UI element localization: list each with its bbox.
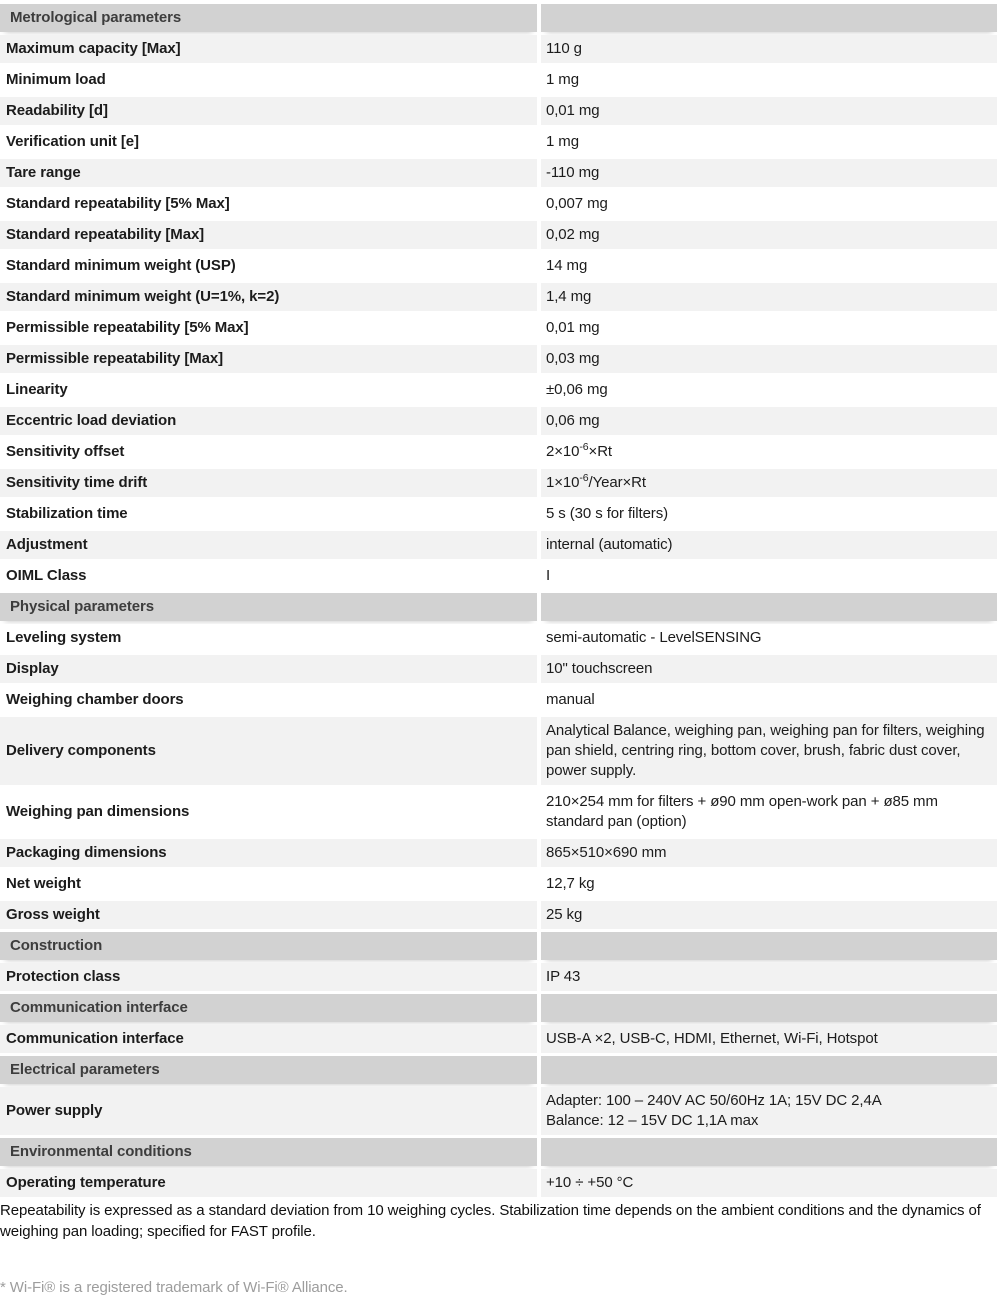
spec-row xyxy=(0,1087,1000,1135)
spec-value-text: -110 mg xyxy=(546,164,600,181)
spec-label: Protection class xyxy=(0,963,537,991)
spec-row xyxy=(0,531,1000,559)
spec-value-text: 1,4 mg xyxy=(546,288,592,305)
spec-label: Standard repeatability [5% Max] xyxy=(0,190,537,218)
spec-row xyxy=(0,655,1000,683)
spec-value xyxy=(541,35,997,63)
spec-value xyxy=(541,407,997,435)
spec-row xyxy=(0,190,1000,218)
spec-value-text: 0,02 mg xyxy=(546,226,600,243)
spec-value xyxy=(541,469,997,497)
spec-row xyxy=(0,66,1000,94)
spec-value-text: Adapter: 100 – 240V AC 50/60Hz 1A; 15V DC 2,4A Balance: 12 – 15V DC 1,1A max xyxy=(546,1092,882,1129)
spec-value xyxy=(541,345,997,373)
spec-value xyxy=(541,128,997,156)
spec-row xyxy=(0,1025,1000,1053)
spec-value-text: I xyxy=(546,567,551,584)
spec-value-text: 0,06 mg xyxy=(546,412,600,429)
spec-label: Readability [d] xyxy=(0,97,537,125)
section-header-row xyxy=(0,932,1000,960)
spec-value xyxy=(541,1169,997,1197)
spec-label: Tare range xyxy=(0,159,537,187)
spec-row xyxy=(0,252,1000,280)
spec-value-text: 5 s (30 s for filters) xyxy=(546,505,668,522)
spec-value-text: 1 mg xyxy=(546,71,579,88)
spec-value xyxy=(541,159,997,187)
spec-label: Linearity xyxy=(0,376,537,404)
spec-value xyxy=(541,870,997,898)
spec-row xyxy=(0,221,1000,249)
spec-value xyxy=(541,190,997,218)
spec-row xyxy=(0,128,1000,156)
spec-value xyxy=(541,97,997,125)
section-header-row xyxy=(0,593,1000,621)
spec-value xyxy=(541,66,997,94)
spec-value xyxy=(541,839,997,867)
spec-label: Verification unit [e] xyxy=(0,128,537,156)
spec-value xyxy=(541,624,997,652)
spec-label: Packaging dimensions xyxy=(0,839,537,867)
spec-value-text: 10" touchscreen xyxy=(546,660,653,677)
section-header-spacer xyxy=(541,593,997,621)
spec-value-text: 0,01 mg xyxy=(546,102,600,119)
spec-row xyxy=(0,283,1000,311)
spec-value xyxy=(541,314,997,342)
section-title: Electrical parameters xyxy=(0,1056,537,1084)
section-header-row xyxy=(0,1056,1000,1084)
spec-label: Eccentric load deviation xyxy=(0,407,537,435)
spec-label: Maximum capacity [Max] xyxy=(0,35,537,63)
spec-value xyxy=(541,221,997,249)
spec-value-text: 110 g xyxy=(546,40,582,57)
spec-row xyxy=(0,500,1000,528)
spec-row xyxy=(0,562,1000,590)
spec-row xyxy=(0,788,1000,836)
spec-value xyxy=(541,963,997,991)
spec-value-text: 0,01 mg xyxy=(546,319,600,336)
spec-value-text: 210×254 mm for filters + ø90 mm open-work pan + ø85 mm standard pan (option) xyxy=(546,793,938,830)
spec-row xyxy=(0,686,1000,714)
section-header-spacer xyxy=(541,994,997,1022)
spec-label: Net weight xyxy=(0,870,537,898)
spec-label: Sensitivity time drift xyxy=(0,469,537,497)
spec-label: Standard minimum weight (U=1%, k=2) xyxy=(0,283,537,311)
section-title: Construction xyxy=(0,932,537,960)
spec-label: Standard minimum weight (USP) xyxy=(0,252,537,280)
wifi-trademark-note: * Wi-Fi® is a registered trademark of Wi-Fi® Alliance. xyxy=(0,1279,348,1296)
spec-value-text: IP 43 xyxy=(546,968,581,985)
spec-label: OIML Class xyxy=(0,562,537,590)
spec-value-text: 0,03 mg xyxy=(546,350,600,367)
spec-value xyxy=(541,901,997,929)
section-header-row xyxy=(0,994,1000,1022)
spec-value xyxy=(541,655,997,683)
spec-value xyxy=(541,562,997,590)
spec-value-text: 865×510×690 mm xyxy=(546,844,667,861)
spec-value-text: semi-automatic - LevelSENSING xyxy=(546,629,762,646)
spec-label: Standard repeatability [Max] xyxy=(0,221,537,249)
spec-value-text: Analytical Balance, weighing pan, weighing pan for filters, weighing pan shield, centring ring, bottom cover, brush, fabric dust cover, power supply. xyxy=(546,722,985,779)
spec-value xyxy=(541,252,997,280)
spec-row xyxy=(0,314,1000,342)
spec-row xyxy=(0,870,1000,898)
spec-row xyxy=(0,97,1000,125)
spec-value-text: $2\times 10^{-6}\times Rt$ xyxy=(546,441,612,460)
spec-label: Delivery components xyxy=(0,717,537,785)
spec-value-text: 0,007 mg xyxy=(546,195,608,212)
section-title: Physical parameters xyxy=(0,593,537,621)
spec-row xyxy=(0,839,1000,867)
spec-row xyxy=(0,376,1000,404)
spec-row xyxy=(0,1169,1000,1197)
spec-label: Stabilization time xyxy=(0,500,537,528)
spec-value-text: 1 mg xyxy=(546,133,579,150)
spec-row xyxy=(0,35,1000,63)
spec-value xyxy=(541,717,997,785)
spec-value-text: 12,7 kg xyxy=(546,875,595,892)
spec-label: Sensitivity offset xyxy=(0,438,537,466)
spec-row xyxy=(0,438,1000,466)
spec-label: Minimum load xyxy=(0,66,537,94)
spec-label: Permissible repeatability [5% Max] xyxy=(0,314,537,342)
spec-label: Gross weight xyxy=(0,901,537,929)
spec-label: Communication interface xyxy=(0,1025,537,1053)
spec-value xyxy=(541,500,997,528)
section-title: Metrological parameters xyxy=(0,4,537,32)
spec-row xyxy=(0,717,1000,785)
spec-value-text: +10 ÷ +50 °C xyxy=(546,1174,634,1191)
spec-row xyxy=(0,963,1000,991)
spec-label: Power supply xyxy=(0,1087,537,1135)
section-header-row xyxy=(0,1138,1000,1166)
spec-value-text: 14 mg xyxy=(546,257,588,274)
section-header-spacer xyxy=(541,1138,997,1166)
spec-value xyxy=(541,1025,997,1053)
spec-row xyxy=(0,901,1000,929)
spec-label: Weighing pan dimensions xyxy=(0,788,537,836)
section-title: Communication interface xyxy=(0,994,537,1022)
spec-label: Weighing chamber doors xyxy=(0,686,537,714)
spec-value-text: USB-A ×2, USB-C, HDMI, Ethernet, Wi-Fi, Hotspot xyxy=(546,1030,878,1047)
spec-value xyxy=(541,531,997,559)
spec-row xyxy=(0,159,1000,187)
spec-row xyxy=(0,624,1000,652)
spec-value xyxy=(541,788,997,836)
section-header-spacer xyxy=(541,1056,997,1084)
spec-label: Adjustment xyxy=(0,531,537,559)
section-title: Environmental conditions xyxy=(0,1138,537,1166)
section-header-spacer xyxy=(541,4,997,32)
spec-value xyxy=(541,686,997,714)
spec-value-text: internal (automatic) xyxy=(546,536,673,553)
spec-value xyxy=(541,376,997,404)
section-header-row xyxy=(0,4,1000,32)
spec-label: Display xyxy=(0,655,537,683)
spec-value-text: manual xyxy=(546,691,595,708)
spec-value-text: ±0,06 mg xyxy=(546,381,608,398)
spec-value xyxy=(541,1087,997,1135)
spec-row xyxy=(0,345,1000,373)
spec-value xyxy=(541,438,997,466)
spec-value-text: $1\times 10^{-6}/Year\times Rt$ xyxy=(546,472,646,491)
spec-label: Leveling system xyxy=(0,624,537,652)
spec-row xyxy=(0,469,1000,497)
spec-label: Permissible repeatability [Max] xyxy=(0,345,537,373)
spec-label: Operating temperature xyxy=(0,1169,537,1197)
spec-row xyxy=(0,407,1000,435)
repeatability-footnote: Repeatability is expressed as a standard deviation from 10 weighing cycles. Stabilization time depends on the ambient conditions and the dynamics of weighing pan loading; specified for FAST profile. xyxy=(0,1202,981,1240)
spec-value-text: 25 kg xyxy=(546,906,583,923)
spec-table xyxy=(0,4,1000,1197)
section-header-spacer xyxy=(541,932,997,960)
spec-value xyxy=(541,283,997,311)
